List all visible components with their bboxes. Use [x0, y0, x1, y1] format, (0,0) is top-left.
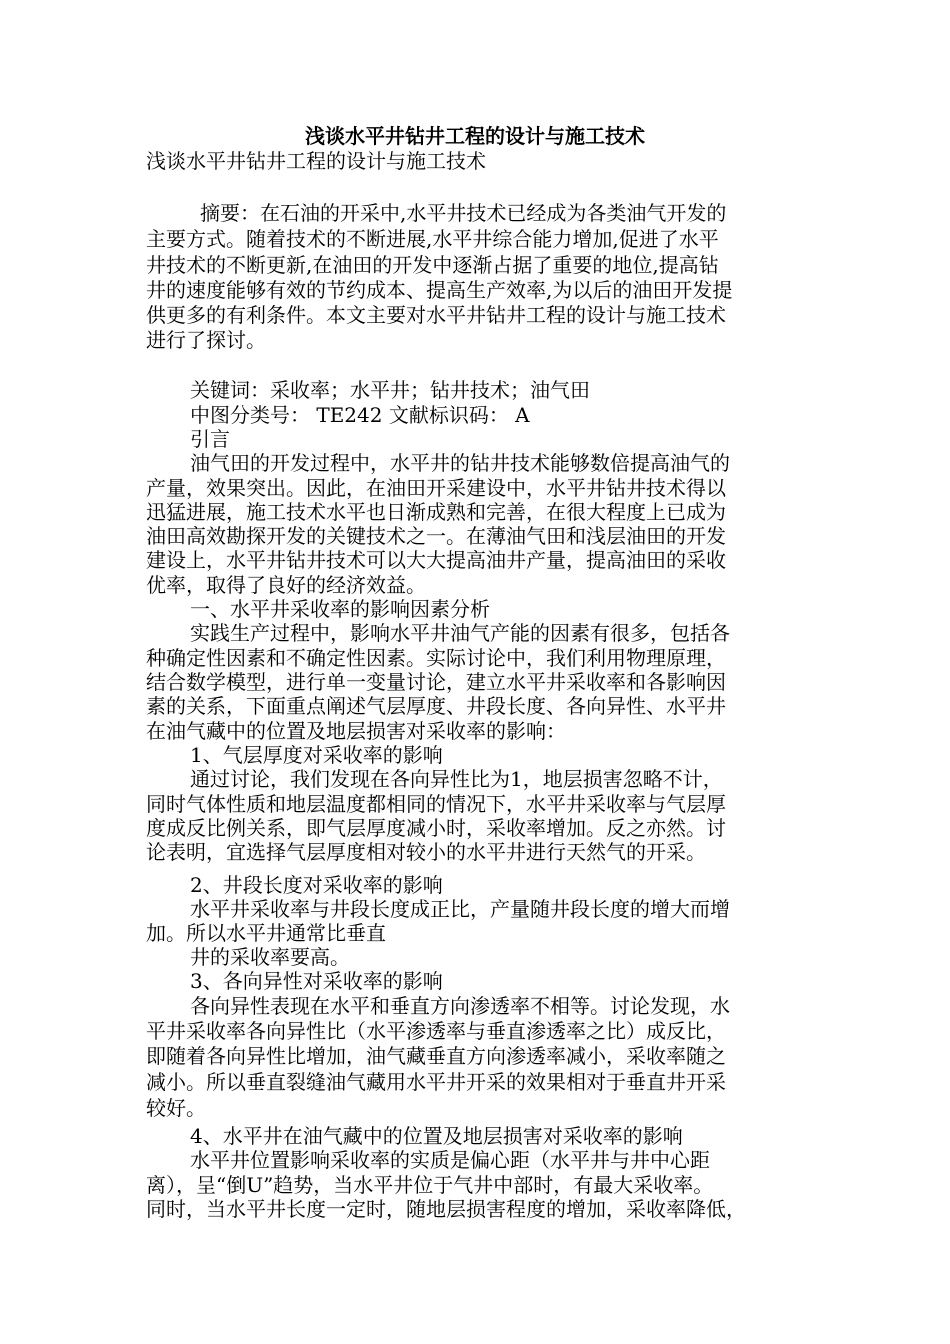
paragraph-line: 油气田的开发过程中，水平井的钻井技术能够数倍提高油气的: [190, 451, 730, 475]
intro-heading: 引言: [190, 427, 230, 451]
paragraph-line: 结合数学模型，进行单一变量讨论，建立水平井采收率和各影响因: [146, 670, 726, 694]
paragraph-line: 较好。: [146, 1096, 206, 1120]
paragraph-line: 同时气体性质和地层温度都相同的情况下，水平井采收率与气层厚: [146, 792, 726, 816]
paragraph-line: 在油气藏中的位置及地层损害对采收率的影响：: [146, 719, 566, 743]
classification: 中图分类号： TE242 文献标识码： A: [190, 403, 530, 427]
subsection-heading: 2、井段长度对采收率的影响: [190, 873, 443, 897]
paragraph-line: 通过讨论，我们发现在各向异性比为1，地层损害忽略不计，: [190, 767, 723, 791]
abstract-line: 井技术的不断更新,在油田的开发中逐渐占据了重要的地位,提高钻: [146, 253, 719, 277]
keywords: 关键词：采收率；水平井；钻井技术；油气田: [190, 378, 590, 402]
abstract-line: 进行了探讨。: [146, 328, 266, 352]
paragraph-line: 井的采收率要高。: [190, 945, 350, 969]
paragraph-line: 油田高效勘探开发的关键技术之一。在薄油气田和浅层油田的开发: [146, 524, 726, 548]
paragraph-line: 各向异性表现在水平和垂直方向渗透率不相等。讨论发现，水: [190, 994, 730, 1018]
paragraph-line: 离），呈“倒U”趋势，当水平井位于气井中部时，有最大采收率。: [146, 1173, 714, 1197]
paragraph-line: 优率，取得了良好的经济效益。: [146, 573, 426, 597]
abstract-line: 供更多的有利条件。本文主要对水平井钻井工程的设计与施工技术: [146, 303, 726, 327]
paragraph-line: 水平井采收率与井段长度成正比，产量随井段长度的增大而增: [190, 897, 730, 921]
abstract-line: 井的速度能够有效的节约成本、提高生产效率,为以后的油田开发提: [146, 278, 733, 302]
paragraph-line: 同时，当水平井长度一定时，随地层损害程度的增加，采收率降低，: [146, 1197, 746, 1221]
subsection-heading: 1、气层厚度对采收率的影响: [190, 743, 443, 767]
paragraph-line: 建设上，水平井钻井技术可以大大提高油井产量，提高油田的采收: [146, 548, 726, 572]
paragraph-line: 即随着各向异性比增加，油气藏垂直方向渗透率减小，采收率随之: [146, 1044, 726, 1068]
paragraph-line: 加。所以水平井通常比垂直: [146, 921, 386, 945]
paragraph-line: 减小。所以垂直裂缝油气藏用水平井开采的效果相对于垂直井开采: [146, 1070, 726, 1094]
subsection-heading: 4、水平井在油气藏中的位置及地层损害对采收率的影响: [190, 1124, 683, 1148]
paragraph-line: 水平井位置影响采收率的实质是偏心距（水平井与井中心距: [190, 1148, 710, 1172]
subsection-heading: 3、各向异性对采收率的影响: [190, 969, 443, 993]
paragraph-line: 素的关系，下面重点阐述气层厚度、井段长度、各向异性、水平井: [146, 694, 726, 718]
paragraph-line: 论表明，宜选择气层厚度相对较小的水平井进行天然气的开采。: [146, 840, 706, 864]
document-subtitle: 浅谈水平井钻井工程的设计与施工技术: [146, 149, 486, 173]
paragraph-line: 种确定性因素和不确定性因素。实际讨论中，我们利用物理原理，: [146, 646, 726, 670]
abstract-line: 主要方式。随着技术的不断进展,水平井综合能力增加,促进了水平: [146, 227, 719, 251]
paragraph-line: 实践生产过程中，影响水平井油气产能的因素有很多，包括各: [190, 621, 730, 645]
abstract-line: 摘要：在石油的开采中,水平井技术已经成为各类油气开发的: [200, 201, 727, 225]
paragraph-line: 度成反比例关系，即气层厚度减小时，采收率增加。反之亦然。讨: [146, 816, 726, 840]
paragraph-line: 平井采收率各向异性比（水平渗透率与垂直渗透率之比）成反比，: [146, 1019, 726, 1043]
section-heading: 一、水平井采收率的影响因素分析: [190, 597, 490, 621]
paragraph-line: 迅猛进展，施工技术水平也日渐成熟和完善，在很大程度上已成为: [146, 500, 726, 524]
paragraph-line: 产量，效果突出。因此，在油田开采建设中，水平井钻井技术得以: [146, 476, 726, 500]
document-title: 浅谈水平井钻井工程的设计与施工技术: [305, 124, 645, 148]
